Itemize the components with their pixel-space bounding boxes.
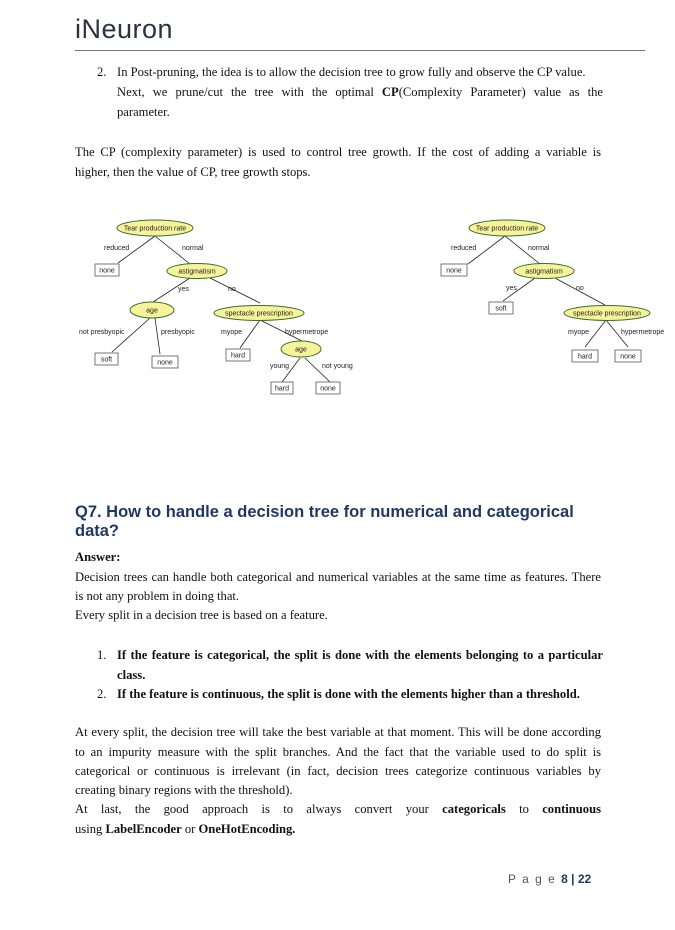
answer-para3-line-2: using LabelEncoder or OneHotEncoding. <box>75 822 296 836</box>
edge-label: reduced <box>104 245 130 252</box>
edge-label: reduced <box>451 245 477 252</box>
answer-para2-line-4: creating binary regions with the threshold). <box>75 783 293 797</box>
astigmatism-node: astigmatism <box>178 268 216 276</box>
leaf-hard: hard <box>230 352 246 360</box>
edge-label: no <box>576 285 584 292</box>
edge-label: myope <box>221 329 243 336</box>
answer-para1-line-3: Every split in a decision tree is based on a feature. <box>75 608 328 622</box>
leaf-none: none <box>157 359 173 367</box>
leaf-none: none <box>446 267 462 275</box>
ineuron-logo: iNeuron <box>75 14 174 44</box>
cp-paragraph-line-2: higher, then the value of CP, tree growth stops. <box>75 165 311 179</box>
list-item-1-line-1: If the feature is categorical, the split is done with the elements belonging to a particular <box>117 648 603 662</box>
answer-para2-line-1: At every split, the decision tree will take the best variable at that moment. This will be done according <box>75 725 601 739</box>
edge-label: presbyopic <box>161 329 195 336</box>
intro-line-3: parameter. <box>117 105 170 119</box>
age-node: age <box>295 346 307 354</box>
edge-label: no <box>228 286 236 293</box>
list-number: 1. <box>97 648 107 662</box>
list-number: 2. <box>97 65 107 79</box>
intro-line-1: In Post-pruning, the idea is to allow the decision tree to grow fully and observe the CP value. <box>117 65 586 79</box>
answer-para1-line-2: is not any problem in doing that. <box>75 589 240 603</box>
answer-para3-line-1: At last, the good approach is to always convert your categoricals to continuous <box>75 802 602 816</box>
leaf-soft: soft <box>495 305 507 313</box>
edge-label: normal <box>182 245 204 252</box>
leaf-none: none <box>620 353 636 361</box>
decision-tree-figure <box>0 210 675 410</box>
root-node-label: Tear production rate <box>123 225 187 233</box>
page-word: P a g e <box>508 872 557 886</box>
leaf-none: none <box>99 267 115 275</box>
list-item-2: If the feature is continuous, the split is done with the elements higher than a threshold. <box>117 687 580 701</box>
page-number: 8 | 22 <box>561 872 592 886</box>
edge-label: not young <box>322 363 353 370</box>
leaf-hard: hard <box>274 385 290 393</box>
list-item-1-line-2: class. <box>117 668 146 682</box>
root-node-label: Tear production rate <box>475 225 539 233</box>
age-node: age <box>146 307 158 315</box>
page-footer <box>508 872 591 886</box>
question-title: Q7. How to handle a decision tree for numerical and categorical data? <box>75 503 574 540</box>
edge-label: yes <box>506 285 517 292</box>
intro-line-2: Next, we prune/cut the tree with the optimal CP(Complexity Parameter) value as the <box>117 85 603 99</box>
edge-label: yes <box>178 286 189 293</box>
edge-label: young <box>270 363 290 370</box>
answer-para2-line-2: to an impurity measure with the split branches. And the fact that the variable used to do split is <box>75 745 601 759</box>
edge-label: hypermetrope <box>621 329 665 336</box>
edge-label: myope <box>568 329 590 336</box>
astigmatism-node: astigmatism <box>525 268 563 276</box>
leaf-soft: soft <box>100 356 113 364</box>
answer-para2-line-3: categorical or continuous is irrelevant (in fact, decision trees categorize continuous variables by <box>75 764 601 778</box>
edge-label: hypermetrope <box>285 329 329 336</box>
header-divider <box>75 50 645 51</box>
cp-paragraph-line-1: The CP (complexity parameter) is used to control tree growth. If the cost of adding a variable is <box>75 145 601 159</box>
edge-label: normal <box>528 245 550 252</box>
answer-label: Answer: <box>75 550 121 564</box>
edge-label: not presbyopic <box>79 329 125 336</box>
unpruned-tree <box>79 220 353 394</box>
list-number: 2. <box>97 687 107 701</box>
leaf-none: none <box>320 385 336 393</box>
leaf-hard: hard <box>577 353 593 361</box>
spectacle-node: spectacle prescription <box>225 310 293 318</box>
pruned-tree <box>441 220 664 362</box>
answer-para1-line-1: Decision trees can handle both categorical and numerical variables at the same time as features. There <box>75 570 601 584</box>
spectacle-node: spectacle prescription <box>573 310 641 318</box>
